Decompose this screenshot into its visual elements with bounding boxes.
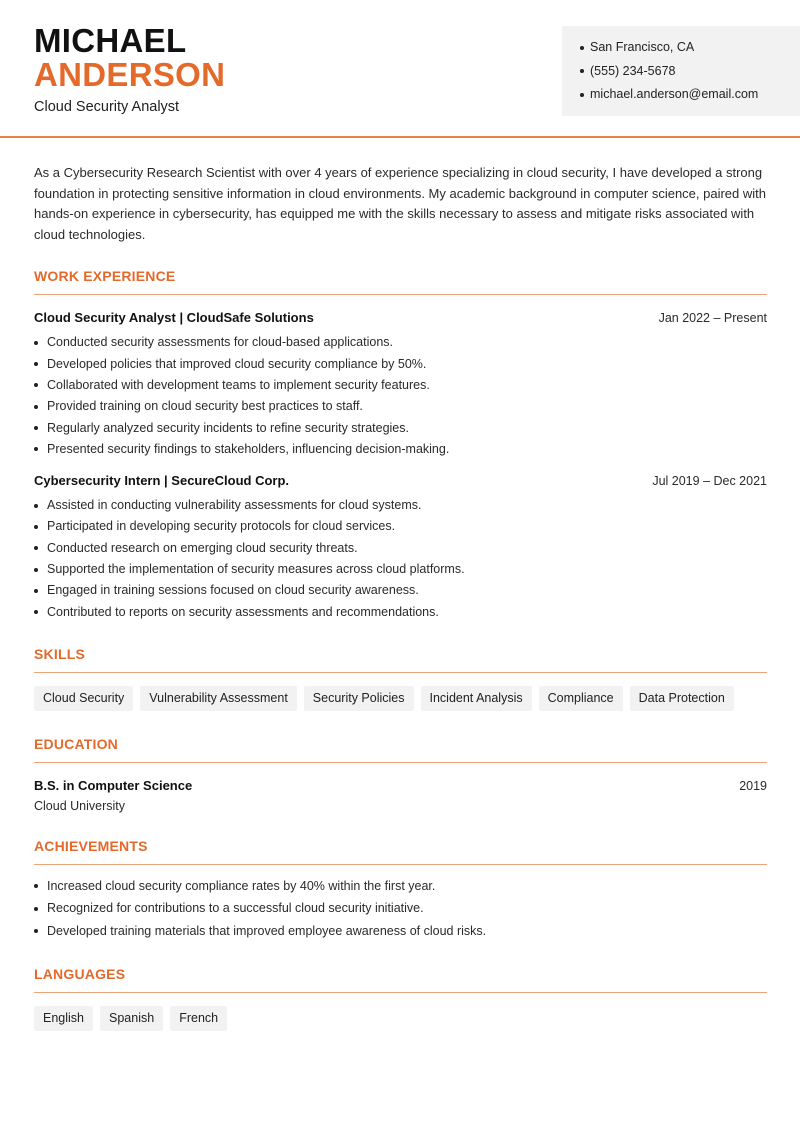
last-name: ANDERSON (34, 56, 226, 93)
job-date: Jan 2022 – Present (658, 311, 767, 326)
skill-tag: Incident Analysis (421, 686, 532, 711)
job-bullets (34, 497, 767, 625)
work-section (34, 268, 767, 625)
skill-tag: Cloud Security (34, 686, 133, 711)
skills-tags (34, 686, 767, 711)
language-tags (34, 1006, 767, 1031)
list-item: Assisted in conducting vulnerability assessments for cloud systems. (34, 497, 767, 518)
list-item: Conducted security assessments for cloud-based applications. (34, 334, 767, 355)
list-item: Increased cloud security compliance rates by 40% within the first year. (34, 878, 767, 901)
section-title-skills: SKILLS (34, 646, 767, 673)
list-item: Regularly analyzed security incidents to refine security strategies. (34, 420, 767, 441)
job-bullets (34, 334, 767, 462)
job-entry (34, 473, 767, 625)
language-tag: English (34, 1006, 93, 1031)
skill-tag: Compliance (539, 686, 623, 711)
section-title-languages: LANGUAGES (34, 966, 767, 993)
job-role: Cloud Security Analyst (34, 99, 180, 115)
first-name: MICHAEL (34, 22, 187, 59)
education-degree: B.S. in Computer Science (34, 777, 193, 793)
language-tag: Spanish (100, 1006, 163, 1031)
skill-tag: Vulnerability Assessment (140, 686, 297, 711)
job-date: Jul 2019 – Dec 2021 (652, 474, 767, 489)
list-item: Participated in developing security protocols for cloud services. (34, 518, 767, 539)
contact-box (562, 26, 800, 116)
skill-tag: Security Policies (304, 686, 414, 711)
job-header (34, 473, 767, 488)
job-entry (34, 310, 767, 462)
education-school: Cloud University (34, 798, 126, 813)
list-item: Conducted research on emerging cloud security threats. (34, 540, 767, 561)
skills-section (34, 646, 767, 711)
resume-header (0, 0, 800, 138)
contact-email[interactable]: michael.anderson@email.com (580, 86, 800, 110)
achievement-bullets (34, 878, 767, 946)
job-title: Cloud Security Analyst | CloudSafe Solutions (34, 310, 314, 326)
contact-phone: (555) 234-5678 (580, 63, 800, 87)
language-tag: French (170, 1006, 227, 1031)
section-title-education: EDUCATION (34, 736, 767, 763)
list-item: Recognized for contributions to a successful cloud security initiative. (34, 900, 767, 923)
section-title-achievements: ACHIEVEMENTS (34, 838, 767, 865)
section-title-work: WORK EXPERIENCE (34, 268, 767, 295)
candidate-name (34, 24, 225, 92)
resume-body (34, 163, 767, 1031)
achievements-section (34, 838, 767, 946)
list-item: Presented security findings to stakeholders, influencing decision-making. (34, 441, 767, 462)
list-item: Provided training on cloud security best practices to staff. (34, 398, 767, 419)
education-header (34, 778, 767, 793)
contact-location: San Francisco, CA (580, 39, 800, 63)
education-section (34, 736, 767, 813)
summary-paragraph: As a Cybersecurity Research Scientist with over 4 years of experience specializing in cloud security, I have developed a strong foundation in protecting sensitive information in cloud environments. My academic background in computer science, paired with hands-on experience in cybersecurity, has equipped me with the skills necessary to assess and mitigate risks associated with cloud technologies. (34, 165, 766, 242)
list-item: Developed policies that improved cloud security compliance by 50%. (34, 356, 767, 377)
list-item: Developed training materials that improved employee awareness of cloud risks. (34, 923, 767, 946)
list-item: Engaged in training sessions focused on cloud security awareness. (34, 582, 767, 603)
list-item: Supported the implementation of security measures across cloud platforms. (34, 561, 767, 582)
job-header (34, 310, 767, 325)
list-item: Collaborated with development teams to implement security features. (34, 377, 767, 398)
education-year: 2019 (739, 778, 767, 793)
skill-tag: Data Protection (630, 686, 734, 711)
job-title: Cybersecurity Intern | SecureCloud Corp. (34, 473, 290, 489)
list-item: Contributed to reports on security assessments and recommendations. (34, 604, 767, 625)
languages-section (34, 966, 767, 1031)
